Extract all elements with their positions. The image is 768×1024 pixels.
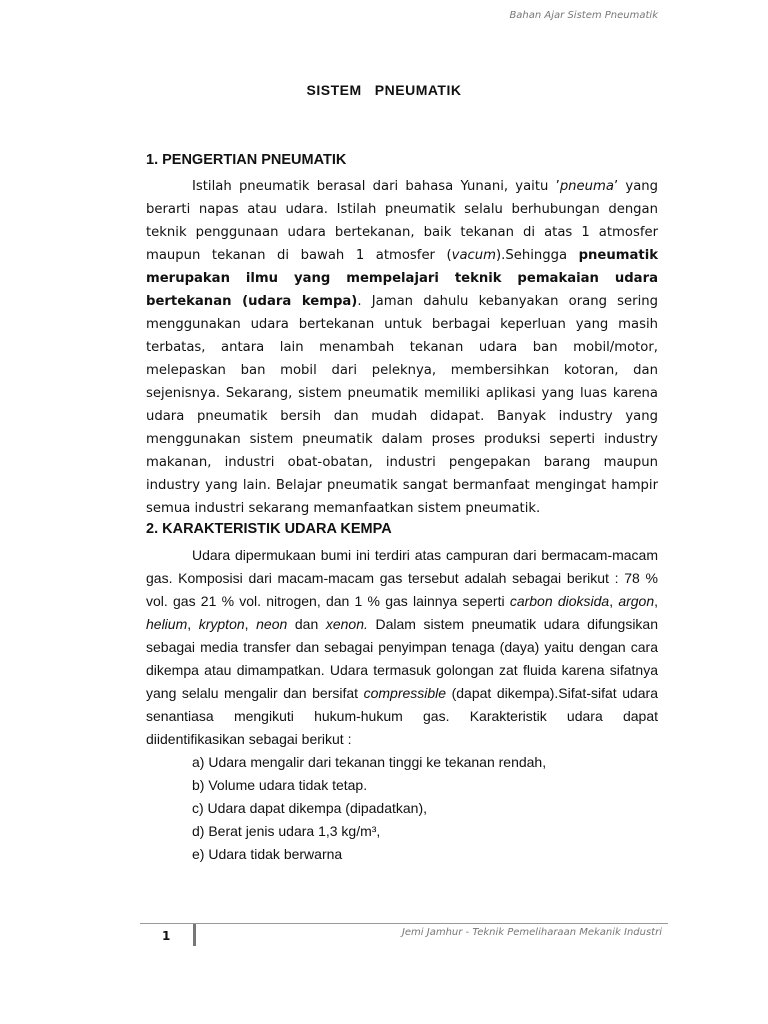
text-run: , <box>244 616 257 632</box>
text-run: Udara dipermukaan bumi ini terdiri atas campuran dari bermacam-macam gas. Komposisi dari macam-macam gas tersebut adalah sebagai berikut : 78 % vol. gas 21 % vol. nitrogen, dan 1 % gas lainnya seperti <box>146 547 658 609</box>
text-run: dan <box>287 616 326 632</box>
paragraph <box>146 544 658 751</box>
section-pengertian <box>146 150 658 520</box>
footer-author: Jemi Jamhur - Teknik Pemeliharaan Mekanik Industri <box>401 927 662 938</box>
italic-term: argon <box>618 593 655 609</box>
section-karakteristik <box>146 519 658 866</box>
document-title: SISTEM PNEUMATIK <box>306 82 462 98</box>
list-item: d) Berat jenis udara 1,3 kg/m³, <box>192 823 381 839</box>
text-run: Istilah pneumatik berasal dari bahasa Yunani, yaitu ’ <box>192 179 560 194</box>
text-run: (dapat dikempa).Sifat-sifat udara senantiasa mengikuti hukum-hukum gas. Karakteristik udara dapat diidentifikasikan sebagai berikut : <box>146 685 658 747</box>
list-item: b) Volume udara tidak tetap. <box>192 777 368 793</box>
italic-term: carbon dioksida <box>509 593 610 609</box>
italic-term: helium <box>146 616 188 632</box>
text-run: Dalam sistem pneumatik udara difungsikan sebagai media transfer dan sebagai penyimpan tenaga (daya) yaitu dengan cara dikempa atau dimampatkan. Udara termasuk golongan zat fluida karena sifatnya yang selalu mengalir dan bersifat <box>146 616 659 701</box>
italic-term: vacum <box>451 248 497 263</box>
running-header: Bahan Ajar Sistem Pneumatik <box>509 10 658 21</box>
list-item: e) Udara tidak berwarna <box>192 846 343 862</box>
italic-term: pneuma <box>559 179 614 194</box>
text-run: , <box>187 616 199 632</box>
page-number: 1 <box>162 929 171 943</box>
footer-divider <box>140 923 668 924</box>
characteristics-list <box>146 751 658 866</box>
paragraph <box>146 175 658 520</box>
section-heading: 1. PENGERTIAN PNEUMATIK <box>146 152 347 168</box>
list-item: a) Udara mengalir dari tekanan tinggi ke tekanan rendah, <box>192 754 547 770</box>
italic-term: krypton <box>198 616 245 632</box>
footer-vertical-divider <box>193 924 196 946</box>
italic-term: neon <box>256 616 288 632</box>
text-run: ).Sehingga <box>496 248 579 263</box>
text-run: , <box>609 593 619 609</box>
bold-definition: pneumatik merupakan ilmu yang mempelajari teknik pemakaian udara bertekanan (udara kempa) <box>146 248 658 309</box>
italic-term: xenon. <box>325 616 368 632</box>
section-heading: 2. KARAKTERISTIK UDARA KEMPA <box>146 521 392 537</box>
text-run: , <box>654 593 659 609</box>
text-run: ’ yang berarti napas atau udara. Istilah pneumatik selalu berhubungan dengan teknik penggunaan udara bertekanan, baik tekanan di atas 1 atmosfer maupun tekanan di bawah 1 atmosfer ( <box>146 179 659 263</box>
list-item: c) Udara dapat dikempa (dipadatkan), <box>192 800 428 816</box>
text-run: . Jaman dahulu kebanyakan orang sering menggunakan udara bertekanan untuk berbagai keperluan yang masih terbatas, antara lain menambah tekanan udara ban mobil/motor, melepaskan ban mobil dari peleknya, membersihkan kotoran, dan sejenisnya. Sekarang, sistem pneumatik memiliki aplikasi yang luas karena udara pneumatik bersih dan mudah didapat. Banyak industry yang menggunakan sistem pneumatik dalam proses produksi seperti industry makanan, industri obat-obatan, industri pengepakan barang maupun industry yang lain. Belajar pneumatik sangat bermanfaat mengingat hampir semua industri sekarang memanfaatkan sistem pneumatik. <box>146 294 658 516</box>
italic-term: compressible <box>363 685 447 701</box>
